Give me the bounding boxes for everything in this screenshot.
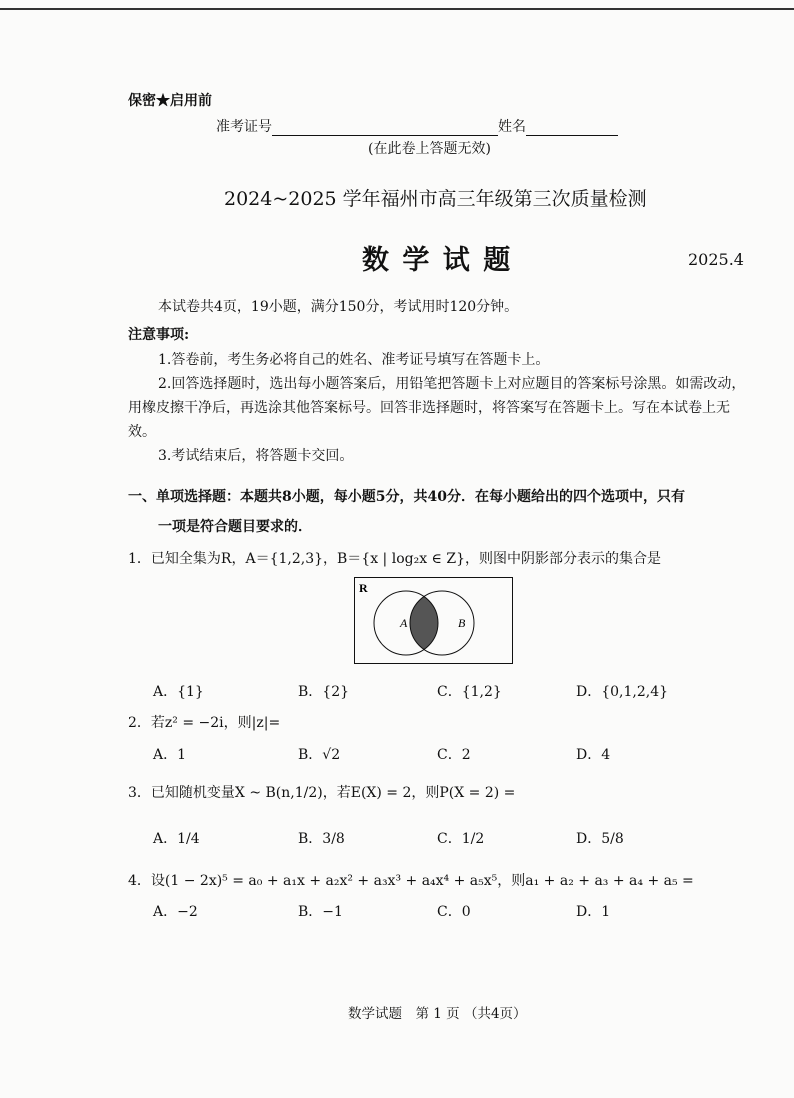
question-stem: 已知随机变量X ~ B(n,1/2)，若E(X) = 2，则P(X = 2) = [150, 785, 516, 801]
q2-option-c: C．2 [437, 747, 471, 763]
q1-option-d: D．{0,1,2,4} [576, 684, 669, 700]
question-1 [128, 548, 661, 568]
q1-option-a: A．{1} [153, 684, 204, 700]
question-3 [128, 782, 515, 802]
q2-option-b: B．√2 [298, 747, 341, 763]
exam-date: 2025.4 [688, 250, 744, 269]
q1-option-b: B．{2} [298, 684, 350, 700]
notes-heading: 注意事项: [128, 327, 190, 343]
q2-option-a: A．1 [153, 747, 187, 763]
invalid-note: (在此卷上答题无效) [368, 141, 491, 157]
question-number: 3． [128, 785, 151, 801]
question-number: 1． [128, 551, 151, 567]
question-stem: 若z² = −2i，则|z|= [150, 715, 281, 731]
q4-option-d: D．1 [576, 904, 611, 920]
question-number: 4． [128, 873, 151, 889]
venn-label-a: A [400, 616, 408, 630]
subject-title: 数 学 试 题 [362, 245, 513, 276]
q4-option-b: B．−1 [298, 904, 343, 920]
q3-option-a: A．1/4 [153, 831, 200, 847]
scan-top-border [0, 8, 794, 10]
name-blank [526, 121, 618, 136]
page-footer: 数学试题 第 1 页 （共4页） [348, 1006, 527, 1022]
q3-option-d: D．5/8 [576, 831, 624, 847]
note-item-1: 1.答卷前，考生务必将自己的姓名、准考证号填写在答题卡上。 [158, 352, 550, 368]
q2-option-d: D．4 [576, 747, 611, 763]
q1-option-c: C．{1,2} [437, 684, 502, 700]
exam-number-blank [272, 121, 498, 136]
q3-option-b: B．3/8 [298, 831, 345, 847]
question-stem: 设(1 − 2x)⁵ = a₀ + a₁x + a₂x² + a₃x³ + a₄x⁴ + a₅x⁵，则a₁ + a₂ + a₃ + a₄ + a₅ = [150, 873, 694, 889]
q4-option-c: C．0 [437, 904, 471, 920]
exam-info-line [216, 116, 618, 136]
intro-text: 本试卷共4页，19小题，满分150分，考试用时120分钟。 [158, 299, 519, 315]
q3-option-c: C．1/2 [437, 831, 485, 847]
notes-list [128, 348, 748, 468]
q4-option-a: A．−2 [153, 904, 198, 920]
question-stem: 已知全集为R，A＝{1,2,3}，B＝{x | log₂x ∈ Z}，则图中阴影部分表示的集合是 [150, 551, 661, 567]
confidential-label: 保密★启用前 [128, 93, 212, 109]
question-2 [128, 712, 280, 732]
exam-title: 2024~2025 学年福州市高三年级第三次质量检测 [224, 188, 647, 210]
question-4 [128, 870, 694, 890]
exam-number-label: 准考证号 [216, 119, 272, 135]
question-number: 2． [128, 715, 151, 731]
name-label: 姓名 [498, 119, 526, 135]
venn-diagram [354, 577, 514, 665]
section1-heading-cont: 一项是符合题目要求的． [158, 519, 312, 535]
note-item-3: 3.考试结束后，将答题卡交回。 [158, 448, 354, 464]
venn-label-r: R [359, 581, 368, 595]
note-item-2: 2.回答选择题时，选出每小题答案后，用铅笔把答题卡上对应题目的答案标号涂黑。如需改动，用橡皮擦干净后，再选涂其他答案标号。回答非选择题时，将答案写在答题卡上。写在本试卷上无效。 [128, 376, 746, 440]
venn-label-b: B [458, 616, 466, 630]
section1-heading: 一、单项选择题：本题共8小题，每小题5分，共40分．在每小题给出的四个选项中，只有 [128, 489, 685, 505]
